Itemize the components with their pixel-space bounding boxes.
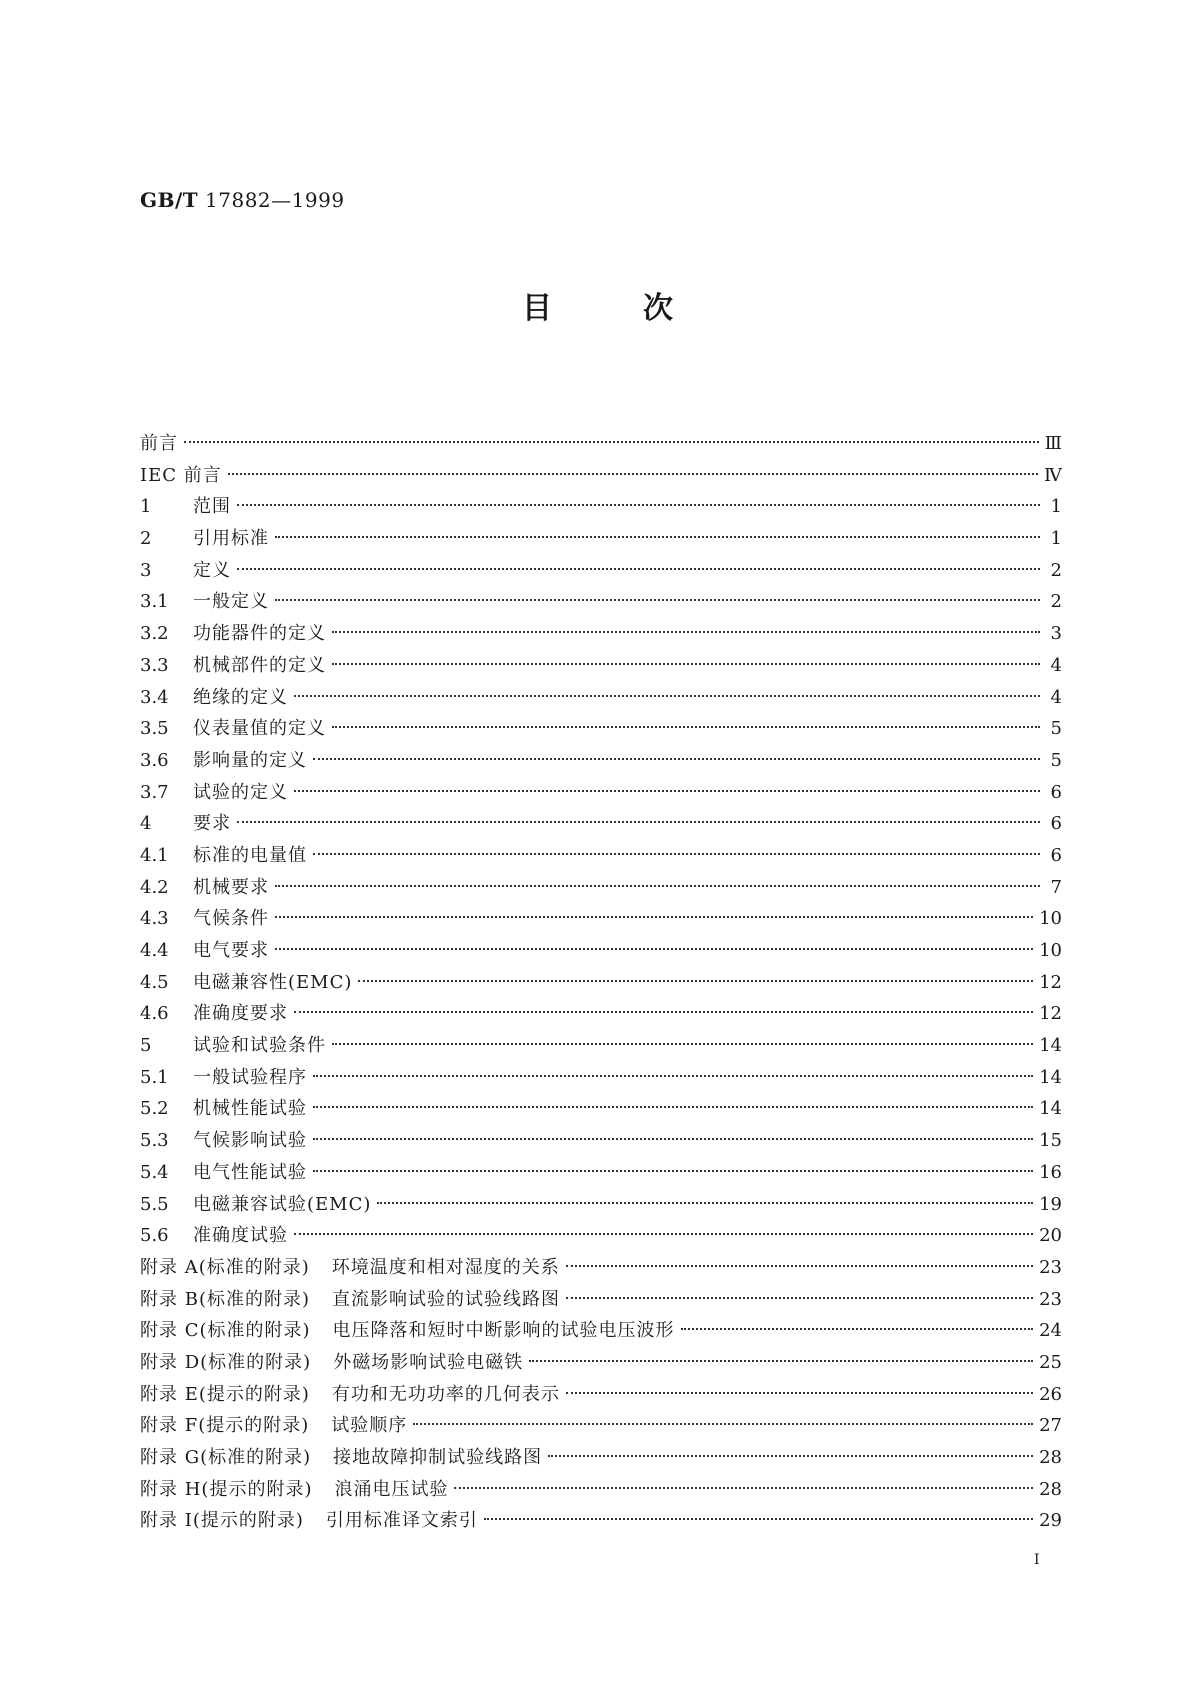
toc-entry-page: 12 — [1039, 971, 1062, 993]
toc-entry-page: 3 — [1050, 623, 1062, 645]
toc-entry-subtitle: 试验顺序 — [331, 1415, 408, 1437]
toc-entry-title — [193, 808, 231, 840]
toc-dot-leader — [566, 1392, 1033, 1394]
toc-entry-title-text: 准确度试验 — [193, 1225, 288, 1247]
toc-entry[interactable] — [140, 428, 1062, 460]
toc-entry-title-text: 试验的定义 — [193, 781, 288, 803]
toc-entry-number: 5.1 — [140, 1066, 169, 1088]
toc-dot-leader — [313, 758, 1040, 760]
toc-entry-page: 14 — [1039, 1035, 1062, 1057]
toc-dot-leader — [275, 916, 1033, 918]
toc-entry-page: 12 — [1039, 1003, 1062, 1025]
toc-entry[interactable] — [140, 1284, 1062, 1316]
title-char-1: 目 — [522, 291, 552, 326]
toc-entry-title — [140, 1474, 448, 1506]
toc-entry-title — [193, 1093, 307, 1125]
toc-entry[interactable] — [140, 555, 1062, 587]
toc-entry[interactable] — [140, 808, 1062, 840]
toc-entry-number: 4.4 — [140, 940, 169, 961]
toc-entry-subtitle: 电压降落和短时中断影响的试验电压波形 — [332, 1320, 675, 1342]
toc-entry-page: 6 — [1050, 781, 1062, 803]
toc-entry-page: 14 — [1039, 1098, 1062, 1120]
toc-entry-number: 4 — [140, 813, 152, 835]
toc-dot-leader — [275, 536, 1040, 538]
toc-entry-title — [193, 523, 269, 555]
toc-dot-leader — [566, 1265, 1033, 1267]
toc-entry-number: 5.6 — [140, 1225, 169, 1247]
toc-entry[interactable] — [140, 586, 1062, 618]
toc-entry-page: 1 — [1050, 496, 1062, 518]
toc-entry-number: 4.5 — [140, 971, 169, 993]
toc-entry-title — [193, 998, 288, 1030]
toc-dot-leader — [313, 1138, 1033, 1140]
toc-entry-title — [193, 555, 231, 587]
toc-entry-number: 3.1 — [140, 591, 169, 613]
toc-entry-title — [193, 903, 269, 935]
toc-entry-title-text: 气候条件 — [193, 908, 269, 930]
toc-entry-number: 2 — [140, 528, 152, 550]
toc-dot-leader — [228, 473, 1038, 475]
toc-entry-title-text: 附录 B(标准的附录) — [140, 1288, 310, 1310]
toc-entry-title — [140, 1410, 407, 1442]
page-title — [522, 283, 673, 327]
toc-entry-title-text: 附录 D(标准的附录) — [140, 1351, 312, 1373]
toc-entry-number: 5 — [140, 1035, 152, 1057]
toc-entry[interactable] — [140, 650, 1062, 682]
toc-dot-leader — [275, 948, 1033, 950]
toc-entry-title-text: 定义 — [193, 559, 231, 581]
toc-entry-title-text: 电气性能试验 — [193, 1161, 307, 1183]
toc-entry-page: 24 — [1039, 1320, 1062, 1342]
toc-entry-title-text: 附录 I(提示的附录) — [140, 1510, 304, 1532]
toc-entry-number: 5.4 — [140, 1161, 169, 1183]
toc-entry[interactable] — [140, 460, 1062, 492]
toc-entry-number: 4.6 — [140, 1003, 169, 1025]
toc-entry-number: 4.2 — [140, 876, 169, 898]
toc-entry[interactable] — [140, 903, 1062, 935]
toc-entry-subtitle: 环境温度和相对湿度的关系 — [331, 1256, 560, 1278]
toc-entry-title-text: 电磁兼容试验(EMC) — [193, 1193, 372, 1215]
toc-entry[interactable] — [140, 998, 1062, 1030]
toc-entry-title — [193, 491, 231, 523]
toc-entry[interactable] — [140, 840, 1062, 872]
toc-entry-page: 15 — [1039, 1130, 1062, 1152]
toc-entry-page: 27 — [1039, 1415, 1062, 1437]
toc-dot-leader — [332, 663, 1040, 665]
toc-entry-title — [193, 1125, 307, 1157]
toc-entry-subtitle: 浪涌电压试验 — [334, 1478, 449, 1500]
toc-entry-title — [193, 682, 288, 714]
toc-entry-title-text: 一般试验程序 — [193, 1066, 307, 1088]
toc-entry[interactable] — [140, 1220, 1062, 1252]
toc-entry[interactable] — [140, 1315, 1062, 1347]
toc-entry-title — [140, 1315, 675, 1347]
toc-dot-leader — [294, 1011, 1033, 1013]
toc-entry-title-text: 要求 — [193, 813, 231, 835]
toc-entry-title-text: 范围 — [193, 496, 231, 518]
toc-entry-number: 5.2 — [140, 1098, 169, 1120]
toc-entry-title-text: 附录 E(提示的附录) — [140, 1383, 310, 1405]
toc-entry-number: 3 — [140, 559, 152, 581]
toc-entry-page: 23 — [1039, 1256, 1062, 1278]
toc-entry-subtitle: 接地故障抑制试验线路图 — [333, 1447, 543, 1468]
toc-entry-page: 4 — [1050, 686, 1062, 708]
toc-entry-subtitle: 直流影响试验的试验线路图 — [332, 1288, 560, 1310]
toc-dot-leader — [237, 821, 1040, 823]
standard-number: 17882—1999 — [205, 188, 345, 212]
toc-entry-title — [193, 713, 326, 745]
toc-entry[interactable] — [140, 935, 1062, 967]
toc-entry-title — [193, 935, 269, 967]
toc-entry[interactable] — [140, 745, 1062, 777]
toc-entry-number: 4.1 — [140, 844, 169, 866]
toc-entry-subtitle: 引用标准译文索引 — [325, 1510, 478, 1532]
toc-entry-page: 28 — [1039, 1447, 1062, 1468]
toc-entry[interactable] — [140, 1252, 1062, 1284]
toc-entry[interactable] — [140, 1189, 1062, 1221]
toc-entry[interactable] — [140, 618, 1062, 650]
toc-entry-title — [193, 872, 269, 904]
toc-entry-title — [193, 586, 269, 618]
toc-dot-leader — [275, 885, 1040, 887]
toc-entry-title-text: 机械部件的定义 — [193, 654, 326, 676]
toc-dot-leader — [294, 790, 1040, 792]
toc-entry-subtitle: 有功和无功功率的几何表示 — [331, 1383, 560, 1405]
toc-dot-leader — [454, 1487, 1033, 1489]
toc-entry-title-text: 附录 F(提示的附录) — [140, 1415, 310, 1437]
toc-entry[interactable] — [140, 713, 1062, 745]
toc-entry-title-text: 机械要求 — [193, 876, 269, 898]
toc-dot-leader — [332, 631, 1040, 633]
title-char-2: 次 — [643, 291, 673, 326]
toc-entry[interactable] — [140, 1410, 1062, 1442]
toc-entry-title-text: 准确度要求 — [193, 1003, 288, 1025]
toc-entry-title-text: 功能器件的定义 — [193, 623, 326, 645]
toc-entry-page: 26 — [1039, 1383, 1062, 1405]
toc-dot-leader — [184, 441, 1039, 443]
toc-entry-page: 6 — [1050, 844, 1062, 866]
toc-entry-page: 25 — [1039, 1351, 1062, 1373]
toc-entry[interactable] — [140, 1379, 1062, 1411]
toc-dot-leader — [548, 1455, 1033, 1457]
toc-dot-leader — [529, 1360, 1033, 1362]
toc-entry[interactable] — [140, 523, 1062, 555]
toc-entry-title — [140, 1347, 523, 1379]
toc-entry-title-text: 绝缘的定义 — [193, 686, 288, 708]
toc-entry-title — [193, 745, 307, 777]
toc-entry[interactable] — [140, 1030, 1062, 1062]
toc-entry-number: 3.6 — [140, 749, 169, 771]
toc-entry[interactable] — [140, 1062, 1062, 1094]
toc-dot-leader — [237, 504, 1040, 506]
toc-entry-title — [193, 777, 288, 809]
toc-dot-leader — [313, 1106, 1033, 1108]
standard-prefix: GB/T — [140, 188, 199, 212]
toc-entry-title-text: 影响量的定义 — [193, 749, 307, 771]
toc-dot-leader — [484, 1518, 1033, 1520]
toc-dot-leader — [294, 1233, 1033, 1235]
toc-entry-title-text: 电磁兼容性(EMC) — [193, 971, 353, 993]
toc-entry-title-text: 前言 — [140, 433, 178, 454]
standard-code — [140, 188, 345, 212]
toc-dot-leader — [413, 1423, 1033, 1425]
toc-entry-title — [193, 650, 326, 682]
toc-entry-title-text: 引用标准 — [193, 528, 269, 550]
toc-entry-page: 2 — [1050, 559, 1062, 581]
toc-entry[interactable] — [140, 1157, 1062, 1189]
toc-dot-leader — [332, 1043, 1033, 1045]
toc-dot-leader — [313, 1170, 1033, 1172]
toc-entry[interactable] — [140, 872, 1062, 904]
toc-entry-title — [140, 460, 222, 492]
table-of-contents — [140, 428, 1062, 1537]
toc-entry-page: 10 — [1039, 940, 1062, 961]
toc-entry-page: 10 — [1039, 908, 1062, 930]
toc-entry-page: 23 — [1039, 1288, 1062, 1310]
toc-entry-page: 1 — [1050, 528, 1062, 550]
toc-entry-number: 3.2 — [140, 623, 169, 645]
toc-entry-title — [193, 967, 352, 999]
toc-entry-page: 7 — [1050, 876, 1062, 898]
toc-entry[interactable] — [140, 1347, 1062, 1379]
toc-entry-title-text: 气候影响试验 — [193, 1130, 307, 1152]
toc-entry-title — [193, 1189, 371, 1221]
toc-entry[interactable] — [140, 682, 1062, 714]
toc-entry-title-text: 附录 G(标准的附录) — [140, 1447, 312, 1468]
toc-entry-title-text: 附录 C(标准的附录) — [140, 1320, 311, 1342]
toc-entry-number: 5.5 — [140, 1193, 169, 1215]
toc-entry-page: 6 — [1050, 813, 1062, 835]
toc-entry[interactable] — [140, 777, 1062, 809]
toc-entry[interactable] — [140, 1474, 1062, 1506]
toc-entry-page: 5 — [1050, 749, 1062, 771]
toc-entry-title — [193, 1062, 307, 1094]
page-number: I — [1034, 1552, 1040, 1568]
toc-entry-number: 1 — [140, 496, 152, 518]
toc-entry[interactable] — [140, 967, 1062, 999]
toc-entry-title — [140, 1252, 560, 1284]
toc-entry-title-text: 一般定义 — [193, 591, 269, 613]
toc-entry-number: 4.3 — [140, 908, 169, 930]
toc-entry-subtitle: 外磁场影响试验电磁铁 — [333, 1351, 524, 1373]
toc-dot-leader — [377, 1202, 1033, 1204]
toc-entry-title-text: 附录 H(提示的附录) — [140, 1478, 313, 1500]
toc-entry-title — [140, 1284, 560, 1316]
toc-entry-page: 19 — [1039, 1193, 1062, 1215]
toc-entry-number: 3.7 — [140, 781, 169, 803]
toc-entry-page: 14 — [1039, 1066, 1062, 1088]
toc-entry-page: 29 — [1039, 1510, 1062, 1532]
toc-entry-title — [140, 428, 178, 460]
toc-dot-leader — [313, 1075, 1033, 1077]
toc-entry[interactable] — [140, 1505, 1062, 1537]
toc-entry-title — [193, 1157, 307, 1189]
toc-dot-leader — [358, 980, 1033, 982]
toc-entry-page: 20 — [1039, 1225, 1062, 1247]
toc-entry[interactable] — [140, 1125, 1062, 1157]
toc-entry-title — [193, 1030, 326, 1062]
toc-dot-leader — [566, 1297, 1033, 1299]
toc-entry-page: Ⅲ — [1044, 433, 1062, 454]
toc-entry-number: 3.5 — [140, 718, 169, 740]
toc-dot-leader — [275, 599, 1040, 601]
toc-entry-title-text: 机械性能试验 — [193, 1098, 307, 1120]
toc-entry-title — [193, 840, 307, 872]
toc-entry-page: 16 — [1039, 1161, 1062, 1183]
toc-entry-page: 4 — [1050, 654, 1062, 676]
toc-entry-page: 5 — [1050, 718, 1062, 740]
toc-entry-title-text: 附录 A(标准的附录) — [140, 1256, 310, 1278]
toc-entry-page: 28 — [1039, 1478, 1062, 1500]
toc-dot-leader — [294, 695, 1040, 697]
toc-entry-page: 2 — [1050, 591, 1062, 613]
toc-dot-leader — [313, 853, 1040, 855]
toc-entry-title-text: 标准的电量值 — [193, 844, 307, 866]
toc-dot-leader — [237, 568, 1040, 570]
toc-entry-title-text: IEC 前言 — [140, 464, 222, 486]
toc-entry-title — [193, 618, 326, 650]
toc-entry-title-text: 试验和试验条件 — [193, 1035, 326, 1057]
toc-entry-title-text: 电气要求 — [193, 940, 269, 961]
toc-entry-number: 5.3 — [140, 1130, 169, 1152]
toc-entry[interactable] — [140, 491, 1062, 523]
toc-entry-number: 3.4 — [140, 686, 169, 708]
toc-entry-title-text: 仪表量值的定义 — [193, 718, 326, 740]
toc-entry-number: 3.3 — [140, 654, 169, 676]
toc-dot-leader — [681, 1328, 1034, 1330]
toc-entry[interactable] — [140, 1442, 1062, 1474]
toc-entry-title — [140, 1442, 542, 1474]
toc-entry-title — [140, 1379, 560, 1411]
toc-entry[interactable] — [140, 1093, 1062, 1125]
toc-entry-title — [140, 1505, 478, 1537]
toc-entry-title — [193, 1220, 288, 1252]
toc-dot-leader — [332, 726, 1040, 728]
toc-entry-page: Ⅳ — [1044, 464, 1062, 486]
